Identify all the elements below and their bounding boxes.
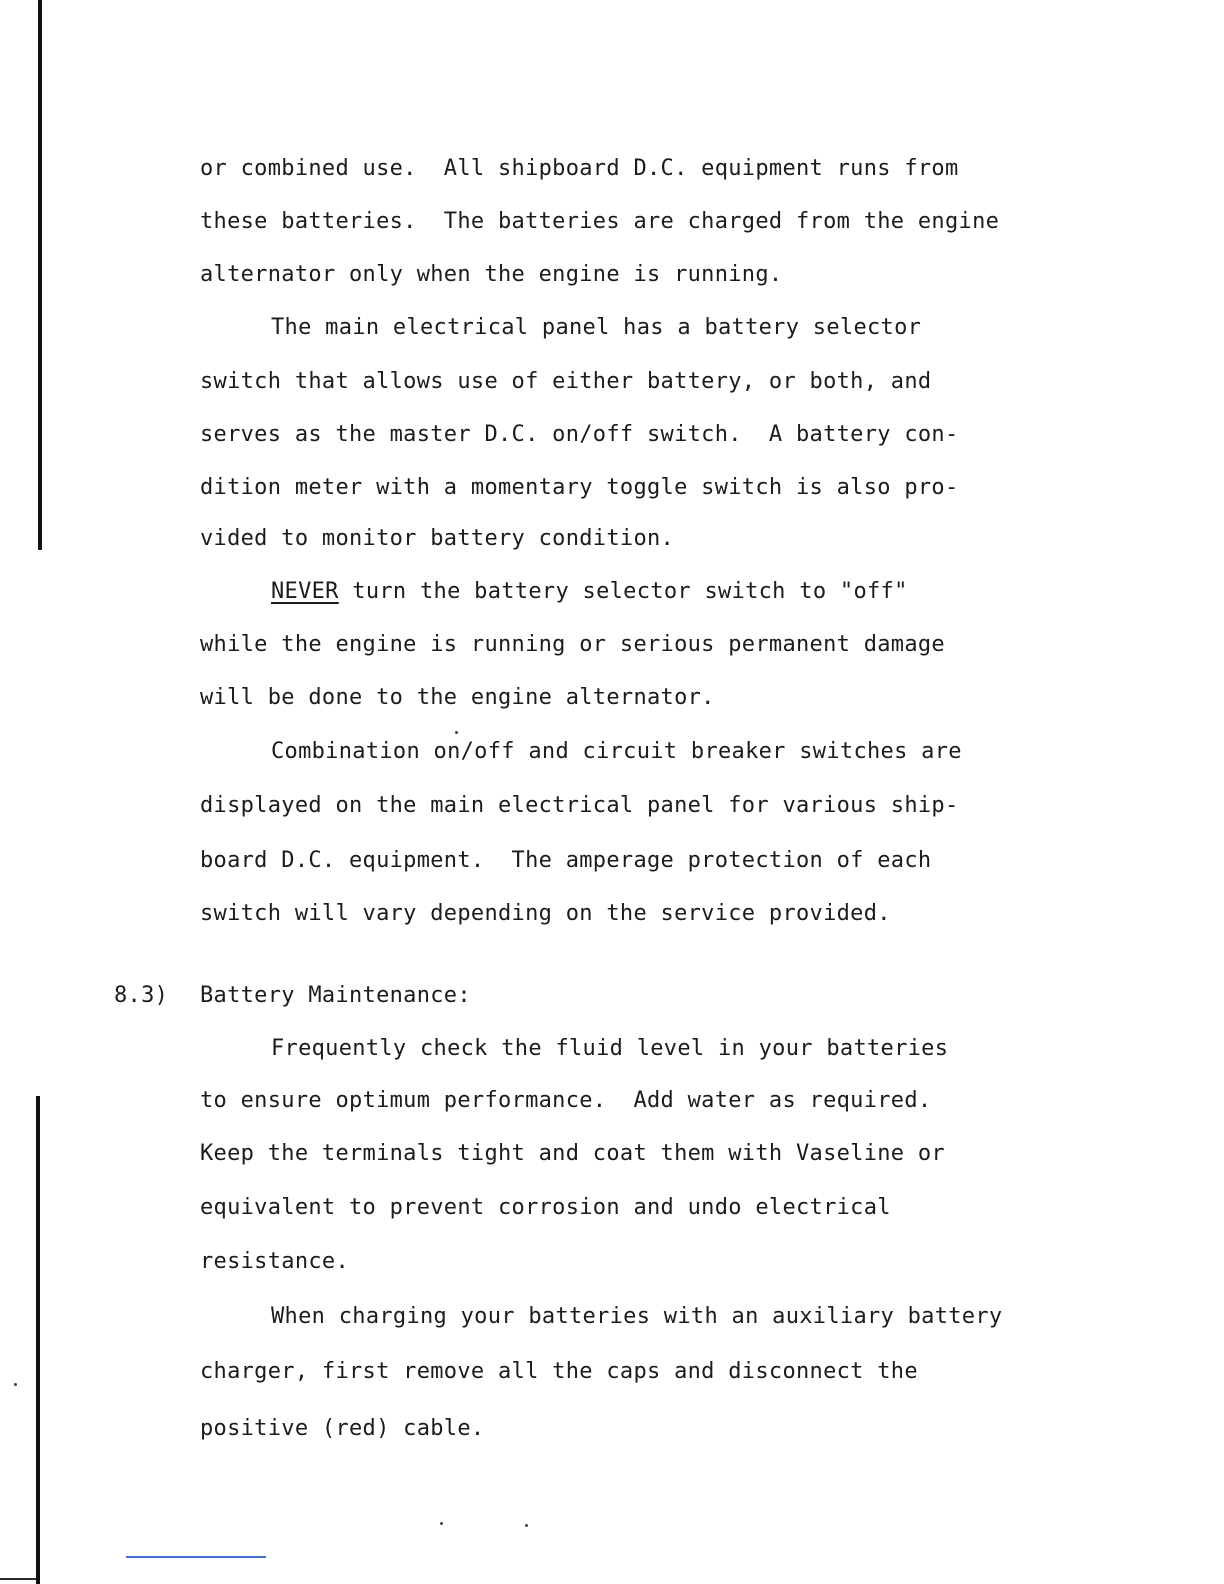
- scan-margin-bar-top: [38, 0, 42, 550]
- blue-rule-mark: [126, 1556, 266, 1558]
- scan-speck: [14, 1383, 17, 1386]
- never-emphasis: NEVER: [271, 579, 339, 604]
- section-number: 8.3): [114, 983, 169, 1008]
- paragraph-4-line-1: Combination on/off and circuit breaker switches are: [271, 739, 962, 764]
- paragraph-2-line-4: dition meter with a momentary toggle switch is also pro-: [200, 475, 959, 500]
- paragraph-4-line-3: board D.C. equipment. The amperage protection of each: [200, 848, 932, 873]
- paragraph-2-line-1: The main electrical panel has a battery selector: [271, 315, 922, 340]
- paragraph-5-line-2: to ensure optimum performance. Add water as required.: [200, 1088, 932, 1113]
- paragraph-5-line-5: resistance.: [200, 1249, 349, 1274]
- scan-corner-mark: [0, 1578, 36, 1580]
- scan-speck: [440, 1522, 443, 1525]
- paragraph-4-line-4: switch will vary depending on the service provided.: [200, 901, 891, 926]
- paragraph-4-line-2: displayed on the main electrical panel for various ship-: [200, 793, 959, 818]
- scan-speck: [455, 731, 458, 734]
- paragraph-6-line-1: When charging your batteries with an auxiliary battery: [271, 1304, 1003, 1329]
- paragraph-6-line-3: positive (red) cable.: [200, 1416, 485, 1441]
- paragraph-3-line-2: while the engine is running or serious permanent damage: [200, 632, 945, 657]
- paragraph-3-line-3: will be done to the engine alternator.: [200, 685, 715, 710]
- paragraph-5-line-4: equivalent to prevent corrosion and undo electrical: [200, 1195, 891, 1220]
- scan-speck: [525, 1524, 528, 1527]
- paragraph-1-line-3: alternator only when the engine is running.: [200, 262, 783, 287]
- paragraph-5-line-1: Frequently check the fluid level in your batteries: [271, 1036, 949, 1061]
- paragraph-3-line-1-rest: turn the battery selector switch to "off": [338, 579, 908, 604]
- paragraph-3-line-1: [271, 579, 908, 605]
- paragraph-1-line-2: these batteries. The batteries are charged from the engine: [200, 209, 1000, 234]
- paragraph-2-line-3: serves as the master D.C. on/off switch. A battery con-: [200, 422, 959, 447]
- section-title: Battery Maintenance:: [200, 983, 471, 1008]
- paragraph-5-line-3: Keep the terminals tight and coat them with Vaseline or: [200, 1141, 945, 1166]
- paragraph-2-line-5: vided to monitor battery condition.: [200, 526, 675, 551]
- paragraph-1-line-1: or combined use. All shipboard D.C. equipment runs from: [200, 156, 959, 181]
- paragraph-2-line-2: switch that allows use of either battery, or both, and: [200, 369, 932, 394]
- scan-margin-bar-bottom: [36, 1096, 40, 1584]
- paragraph-6-line-2: charger, first remove all the caps and disconnect the: [200, 1359, 918, 1384]
